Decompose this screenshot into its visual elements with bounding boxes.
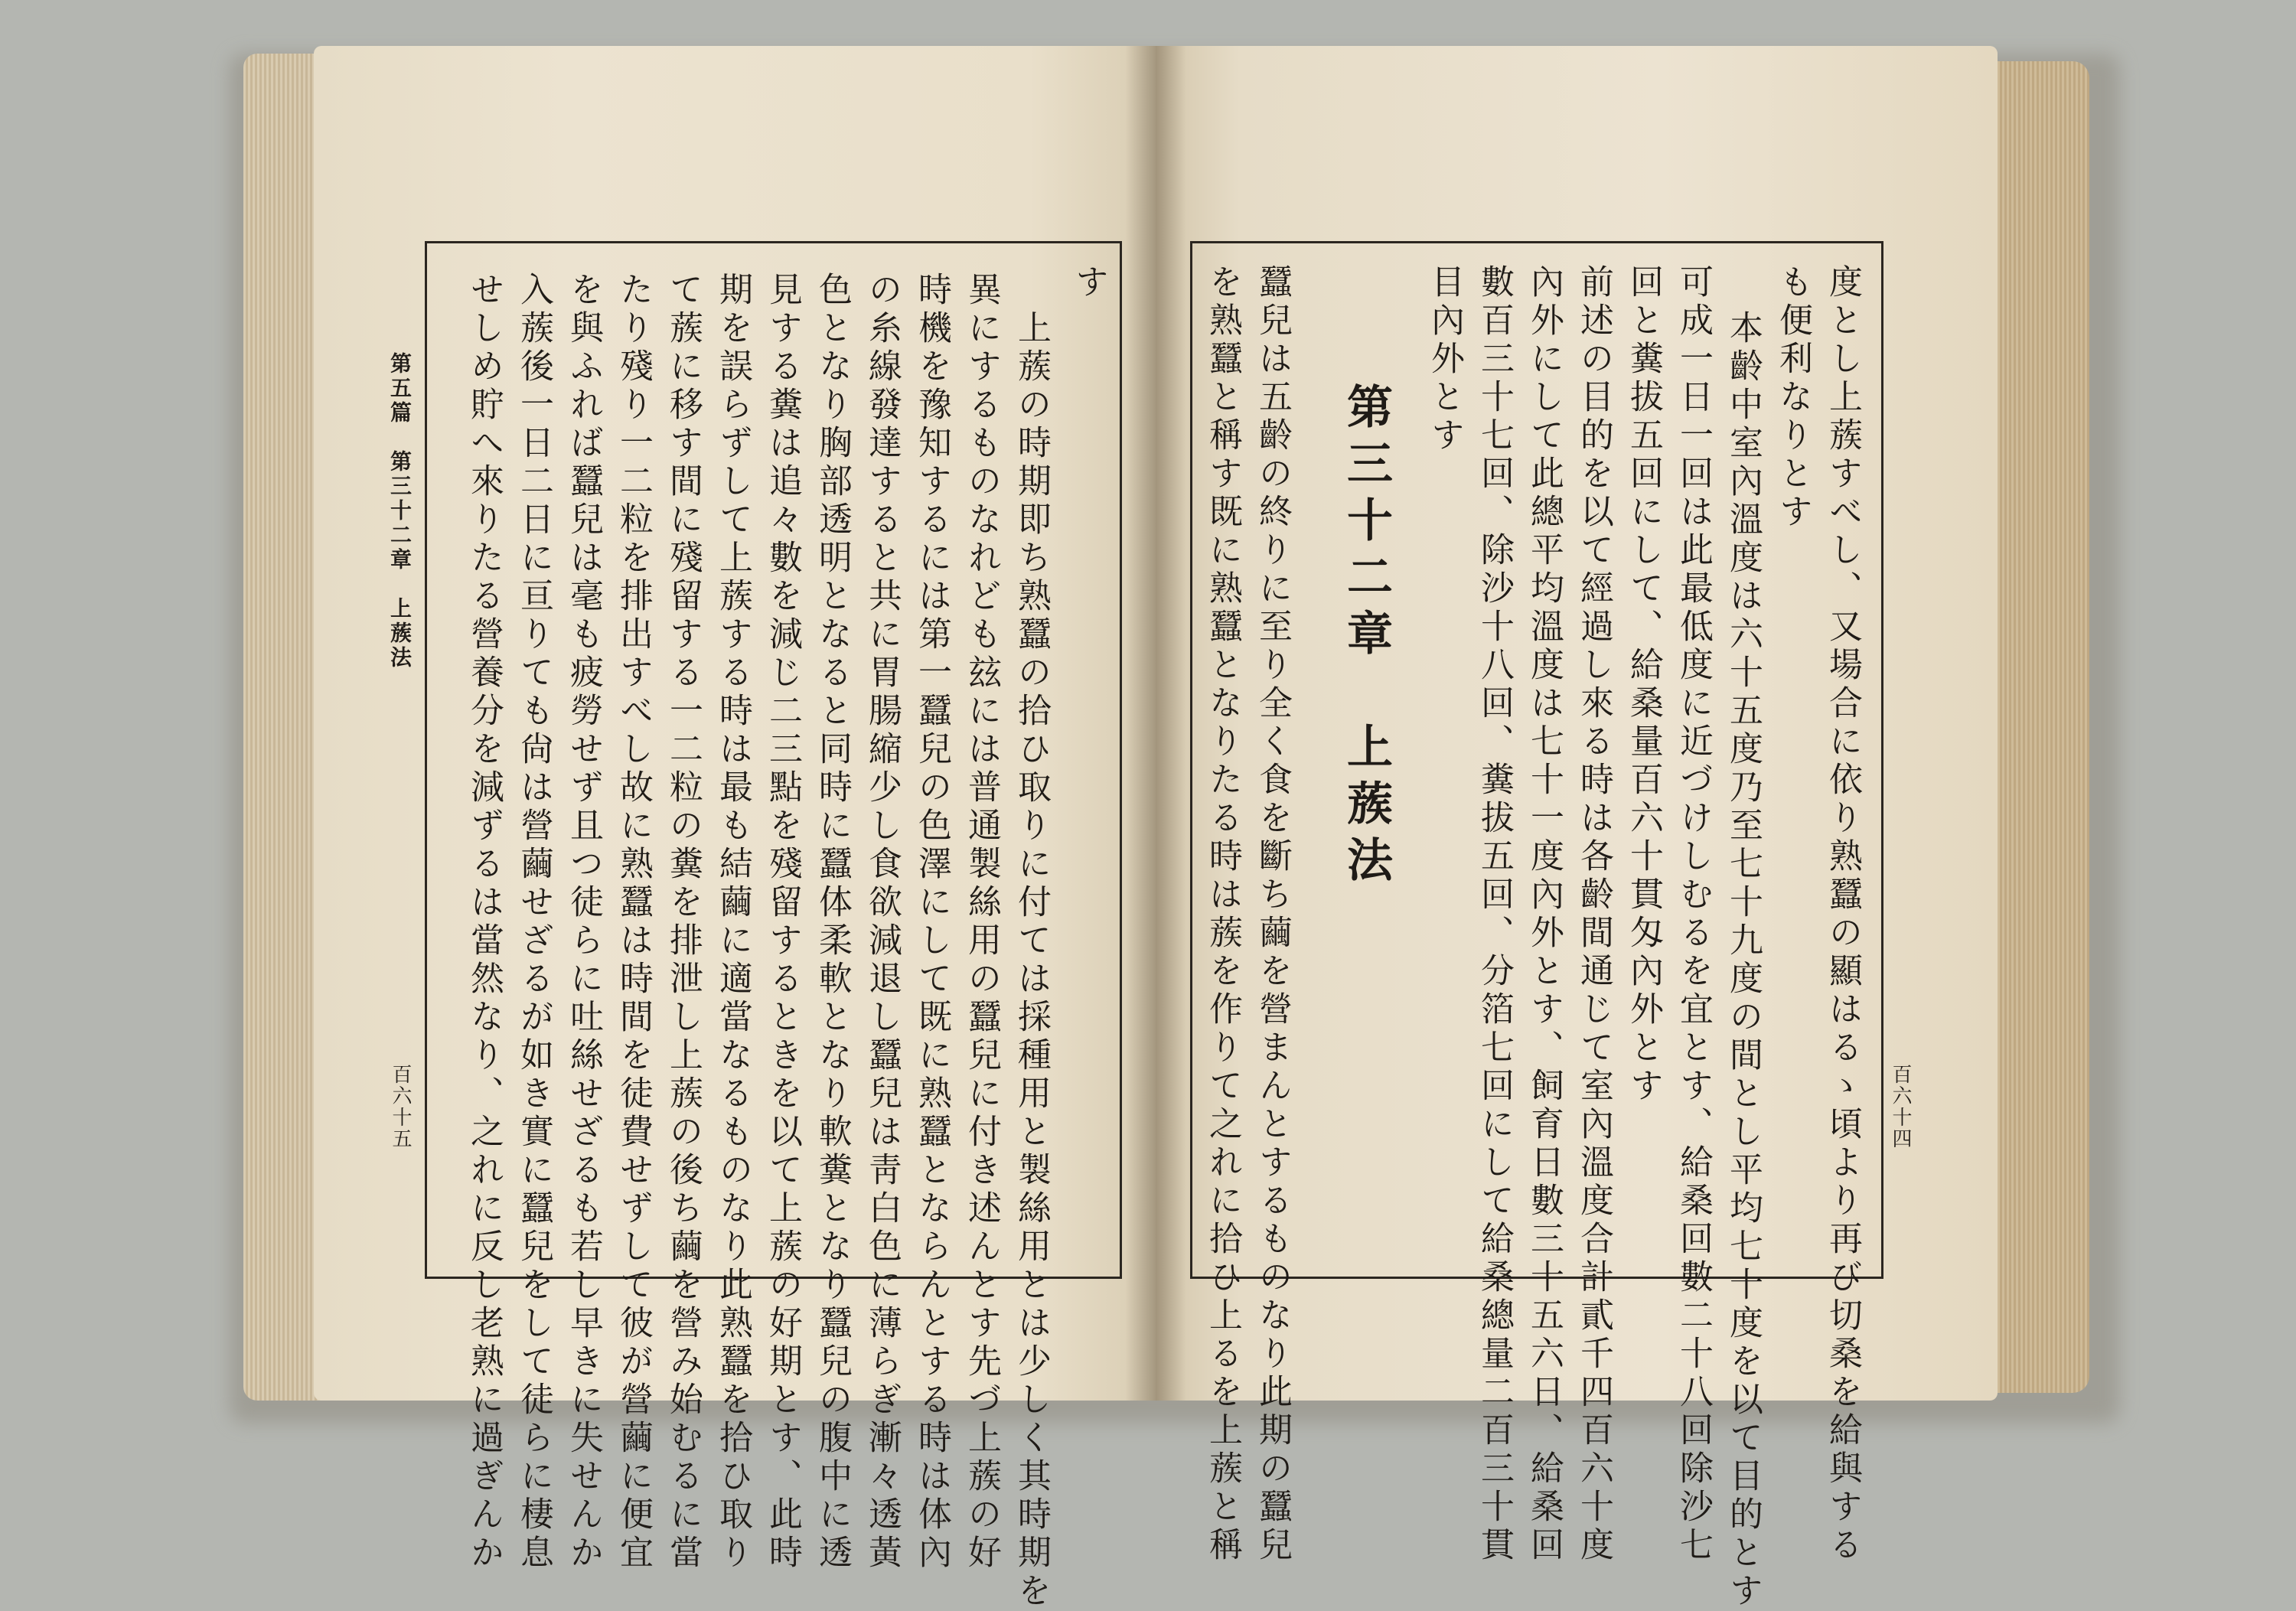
page-number-right: 百六十四 xyxy=(1889,1064,1912,1150)
chapter-title: 第三十二章 上蔟法 xyxy=(1339,383,1393,892)
left-line-4: 時機を豫知するには第一蠶兒の色澤にして既に熟蠶とならんとする時は体內 xyxy=(912,272,951,1573)
left-line-10: たり殘り一二粒を排出すべし故に熟蠶は時間を徒費せずして彼が營繭に便宜 xyxy=(614,272,653,1573)
left-line-2: 上蔟の時期即ち熟蠶の拾ひ取りに付ては採種用と製絲用とは少しく其時期を xyxy=(1012,310,1051,1611)
left-line-6: 色となり胸部透明となると同時に蠶体柔軟となり軟糞となり蠶兒の腹中に透 xyxy=(813,272,852,1573)
left-line-9: て蔟に移す間に殘留する一二粒の糞を排泄し上蔟の後ち繭を營み始むるに當 xyxy=(664,272,703,1573)
book-gutter xyxy=(1125,46,1186,1401)
right-line-2: も便利なりとす xyxy=(1773,264,1812,532)
right-line-6: 前述の目的を以て經過し來る時は各齡間通じて室內溫度合計貳千四百六十度 xyxy=(1574,264,1613,1565)
left-line-1: す xyxy=(1069,264,1108,302)
right-line-9: 目內外とす xyxy=(1425,264,1464,455)
section-line-1: 蠶兒は五齡の終りに至り全く食を斷ち繭を營まんとするものなり此期の蠶兒 xyxy=(1253,264,1292,1565)
left-line-12: 入蔟後一日二日に亘りても尙は營繭せざるが如き實に蠶兒をして徒らに棲息 xyxy=(514,272,553,1573)
right-line-8: 數百三十七回、除沙十八回、糞拔五回、分箔七回にして給桑總量二百三十貫 xyxy=(1475,264,1514,1565)
left-line-7: 見する糞は追々數を減じ二三點を殘留するときを以て上蔟の好期とす、此時 xyxy=(763,272,802,1573)
right-line-4: 可成一日一回は此最低度に近づけしむるを宜とす、給桑回數二十八回除沙七 xyxy=(1674,264,1713,1565)
running-head: 第五篇 第三十二章 上蔟法 xyxy=(387,352,413,670)
left-line-11: を與ふれば蠶兒は毫も疲勞せず且つ徒らに吐絲せざるも若し早きに失せんか xyxy=(564,272,603,1573)
left-line-13: せしめ貯へ來りたる營養分を減ずるは當然なり、之れに反し老熟に過ぎんか xyxy=(465,272,504,1573)
left-line-5: の糸線發達すると共に胃腸縮少し食欲減退し蠶兒は靑白色に薄らぎ漸々透黃 xyxy=(863,272,902,1573)
page-number-left: 百六十五 xyxy=(389,1064,412,1150)
right-line-1: 度とし上蔟すべし、又場合に依り熟蠶の顯はるゝ頃より再び切桑を給與する xyxy=(1823,264,1862,1565)
section-line-2: を熟蠶と稱す既に熟蠶となりたる時は蔟を作りて之れに拾ひ上るを上蔟と稱 xyxy=(1203,264,1242,1565)
right-line-5: 回と糞拔五回にして、給桑量百六十貫匁內外とす xyxy=(1624,264,1663,1106)
right-line-7: 內外にして此總平均溫度は七十一度內外とす、飼育日數三十五六日、給桑回 xyxy=(1525,264,1564,1565)
right-line-3: 本齡中室內溫度は六十五度乃至七十九度の間とし平均七十度を以て目的とす xyxy=(1724,310,1763,1611)
left-line-8: 期を誤らずして上蔟する時は最も結繭に適當なるものなり此熟蠶を拾ひ取り xyxy=(713,272,752,1573)
left-line-3: 異にするものなれども玆には普通製絲用の蠶兒に付き述んとす先づ上蔟の好 xyxy=(962,272,1001,1573)
